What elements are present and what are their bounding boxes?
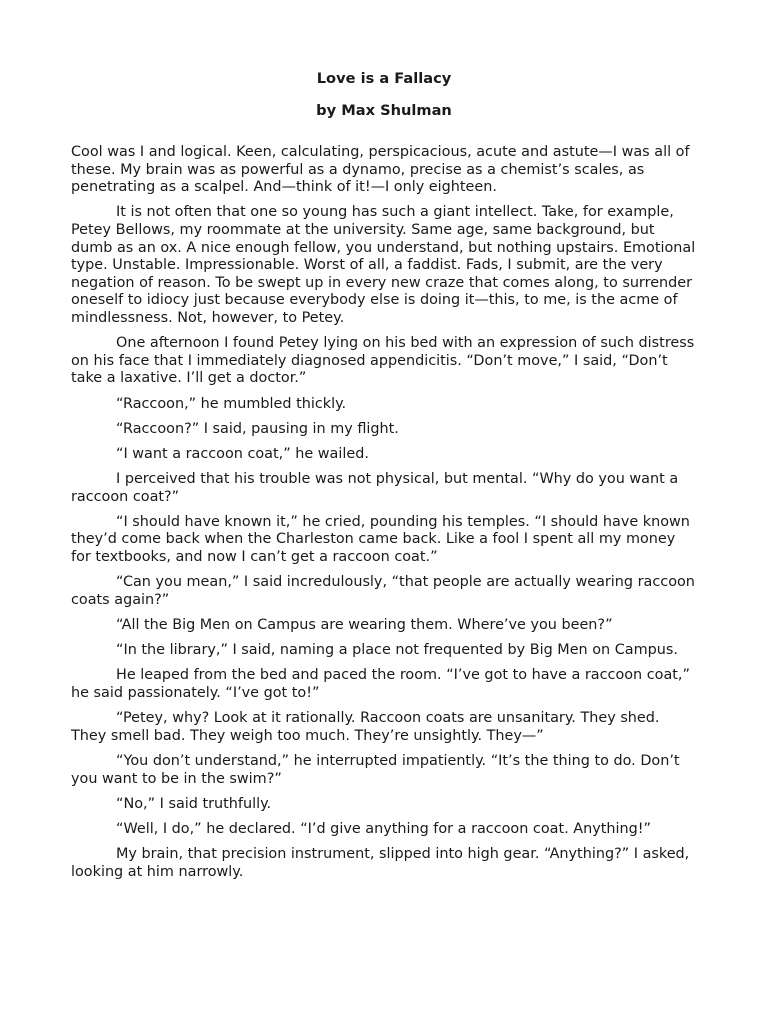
paragraph: “Raccoon?” I said, pausing in my flight. [116,420,399,437]
paragraph: “Raccoon,” he mumbled thickly. [116,395,347,412]
paragraph: One afternoon I found Petey lying on his bed with an expression of such distress on his face that I immediately diagnosed appendicitis. “Don’t move,” I said, “Don’t take a laxative. I’ll get a doctor.” [71,335,695,387]
paragraph: He leaped from the bed and paced the room. “I’ve got to have a raccoon coat,” he said passionately. “I’ve got to!” [71,667,690,701]
paragraph: “Well, I do,” he declared. “I’d give anything for a raccoon coat. Anything!” [116,820,651,837]
paragraph: “No,” I said truthfully. [116,795,272,812]
document-title: Love is a Fallacy [316,70,452,87]
document-author: by Max Shulman [316,102,452,119]
paragraph: My brain, that precision instrument, slipped into high gear. “Anything?” I asked, looking at him narrowly. [71,846,690,880]
paragraph: “In the library,” I said, naming a place not frequented by Big Men on Campus. [116,642,678,659]
paragraph: “I should have known it,” he cried, pounding his temples. “I should have known they’d come back when the Charleston came back. Like a fool I spent all my money for textbooks, and now I can’t get a raccoon coat.” [71,513,690,566]
paragraph: “You don’t understand,” he interrupted impatiently. “It’s the thing to do. Don’t you want to be in the swim?” [71,752,680,787]
paragraph: “Can you mean,” I said incredulously, “that people are actually wearing raccoon coats again?” [71,574,695,608]
paragraph: I perceived that his trouble was not physical, but mental. “Why do you want a raccoon coat?” [71,471,679,505]
paragraph: “All the Big Men on Campus are wearing them. Where’ve you been?” [116,617,613,633]
paragraph: “I want a raccoon coat,” he wailed. [116,445,369,462]
document-body [71,144,697,881]
paragraph: It is not often that one so young has such a giant intellect. Take, for example, Petey Bellows, my roommate at the university. Same age, same background, but dumb as an ox. A nice enough fellow, you understand, but nothing upstairs. Emotional type. Unstable. Impressionable. Worst of all, a faddist. Fads, I submit, are the very negation of reason. To be swept up in every new craze that comes along, to surrender oneself to idiocy just because everybody else is doing it—this, to me, is the acme of mindlessness. Not, however, to Petey. [71,204,696,326]
paragraph: “Petey, why? Look at it rationally. Raccoon coats are unsanitary. They shed. They smell bad. They weigh too much. They’re unsightly. They—” [71,710,660,744]
paragraph: Cool was I and logical. Keen, calculating, perspicacious, acute and astute—I was all of these. My brain was as powerful as a dynamo, precise as a chemist’s scales, as penetrating as a scalpel. And—think of it!—I only eighteen. [71,144,690,196]
